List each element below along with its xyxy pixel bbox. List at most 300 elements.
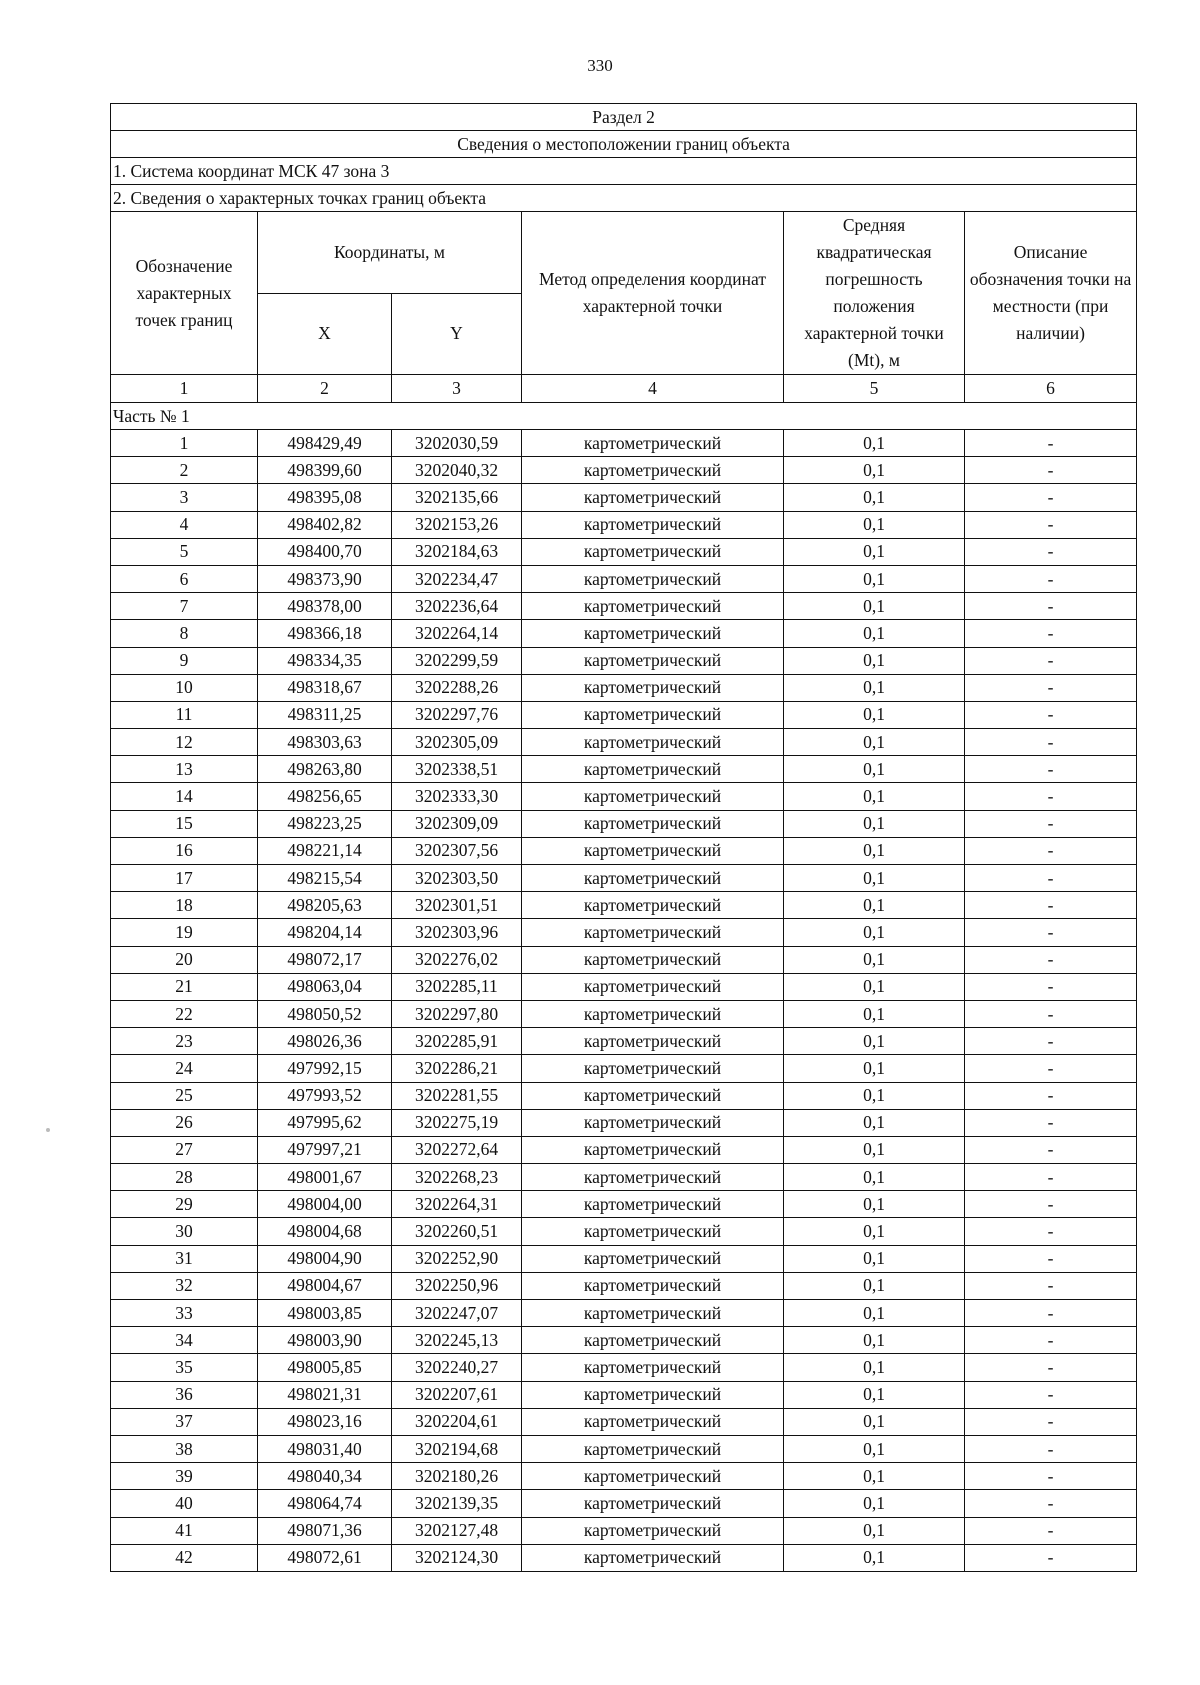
coord-x: 498072,17: [258, 946, 392, 973]
point-description: -: [965, 1300, 1137, 1327]
coord-y: 3202305,09: [392, 729, 522, 756]
coord-x: 498221,14: [258, 837, 392, 864]
error-mt: 0,1: [784, 538, 965, 565]
point-description: -: [965, 1463, 1137, 1490]
point-description: -: [965, 756, 1137, 783]
table-row: [111, 892, 1137, 919]
coord-y: 3202180,26: [392, 1463, 522, 1490]
coord-y: 3202139,35: [392, 1490, 522, 1517]
point-designation: 6: [111, 565, 258, 592]
point-description: -: [965, 1327, 1137, 1354]
point-designation: 13: [111, 756, 258, 783]
table-row: [111, 1082, 1137, 1109]
section-title: Раздел 2: [111, 104, 1137, 131]
error-mt: 0,1: [784, 1544, 965, 1571]
point-designation: 10: [111, 674, 258, 701]
coord-y: 3202240,27: [392, 1354, 522, 1381]
coord-y: 3202286,21: [392, 1055, 522, 1082]
error-mt: 0,1: [784, 1490, 965, 1517]
point-designation: 14: [111, 783, 258, 810]
coord-x: 498429,49: [258, 430, 392, 457]
points-rows: [111, 430, 1137, 1572]
error-mt: 0,1: [784, 511, 965, 538]
point-description: -: [965, 919, 1137, 946]
coord-x: 498001,67: [258, 1164, 392, 1191]
method: картометрический: [522, 1055, 784, 1082]
column-number: 4: [522, 375, 784, 403]
point-description: -: [965, 1191, 1137, 1218]
method: картометрический: [522, 430, 784, 457]
error-mt: 0,1: [784, 430, 965, 457]
point-description: -: [965, 1435, 1137, 1462]
method: картометрический: [522, 1191, 784, 1218]
table-row: [111, 1517, 1137, 1544]
coord-x: 498399,60: [258, 457, 392, 484]
point-description: -: [965, 538, 1137, 565]
point-designation: 17: [111, 865, 258, 892]
coord-y: 3202297,76: [392, 701, 522, 728]
error-mt: 0,1: [784, 674, 965, 701]
method: картометрический: [522, 1136, 784, 1163]
point-description: -: [965, 1218, 1137, 1245]
method: картометрический: [522, 538, 784, 565]
point-designation: 12: [111, 729, 258, 756]
coord-y: 3202303,50: [392, 865, 522, 892]
method: картометрический: [522, 1435, 784, 1462]
error-mt: 0,1: [784, 729, 965, 756]
coord-y: 3202260,51: [392, 1218, 522, 1245]
point-description: -: [965, 1354, 1137, 1381]
point-description: -: [965, 946, 1137, 973]
header-designation: Обозначение характерных точек границ: [111, 212, 258, 375]
table-row: [111, 1245, 1137, 1272]
method: картометрический: [522, 565, 784, 592]
method: картометрический: [522, 1490, 784, 1517]
error-mt: 0,1: [784, 647, 965, 674]
point-designation: 19: [111, 919, 258, 946]
coord-x: 498400,70: [258, 538, 392, 565]
coord-x: 498026,36: [258, 1028, 392, 1055]
error-mt: 0,1: [784, 1408, 965, 1435]
table-row: [111, 1435, 1137, 1462]
point-designation: 8: [111, 620, 258, 647]
coord-x: 498063,04: [258, 973, 392, 1000]
method: картометрический: [522, 484, 784, 511]
table-row: [111, 457, 1137, 484]
page-number: 330: [587, 56, 613, 75]
point-designation: 23: [111, 1028, 258, 1055]
coord-x: 498373,90: [258, 565, 392, 592]
coord-y: 3202127,48: [392, 1517, 522, 1544]
table-row: [111, 783, 1137, 810]
coord-x: 497995,62: [258, 1109, 392, 1136]
coord-x: 498395,08: [258, 484, 392, 511]
point-designation: 15: [111, 810, 258, 837]
error-mt: 0,1: [784, 1517, 965, 1544]
coord-y: 3202307,56: [392, 837, 522, 864]
coord-y: 3202276,02: [392, 946, 522, 973]
points-heading: 2. Сведения о характерных точках границ объекта: [111, 185, 1137, 212]
error-mt: 0,1: [784, 1136, 965, 1163]
method: картометрический: [522, 837, 784, 864]
error-mt: 0,1: [784, 701, 965, 728]
error-mt: 0,1: [784, 756, 965, 783]
method: картометрический: [522, 647, 784, 674]
point-designation: 26: [111, 1109, 258, 1136]
method: картометрический: [522, 1000, 784, 1027]
point-designation: 5: [111, 538, 258, 565]
coord-x: 498256,65: [258, 783, 392, 810]
column-number: 6: [965, 375, 1137, 403]
point-designation: 29: [111, 1191, 258, 1218]
coord-x: 498318,67: [258, 674, 392, 701]
coord-x: 497997,21: [258, 1136, 392, 1163]
point-designation: 4: [111, 511, 258, 538]
error-mt: 0,1: [784, 946, 965, 973]
coord-y: 3202297,80: [392, 1000, 522, 1027]
table-row: [111, 674, 1137, 701]
point-designation: 24: [111, 1055, 258, 1082]
coord-y: 3202040,32: [392, 457, 522, 484]
coord-x: 498215,54: [258, 865, 392, 892]
coord-y: 3202299,59: [392, 647, 522, 674]
table-row: [111, 729, 1137, 756]
method: картометрический: [522, 1354, 784, 1381]
point-description: -: [965, 1082, 1137, 1109]
boundary-points-table: [110, 103, 1137, 1572]
point-designation: 42: [111, 1544, 258, 1571]
table-row: [111, 1000, 1137, 1027]
point-designation: 33: [111, 1300, 258, 1327]
coord-x: 498003,90: [258, 1327, 392, 1354]
point-description: -: [965, 1055, 1137, 1082]
point-description: -: [965, 810, 1137, 837]
table-row: [111, 593, 1137, 620]
coord-x: 498366,18: [258, 620, 392, 647]
coord-x: 498031,40: [258, 1435, 392, 1462]
point-designation: 35: [111, 1354, 258, 1381]
point-designation: 32: [111, 1272, 258, 1299]
error-mt: 0,1: [784, 783, 965, 810]
method: картометрический: [522, 946, 784, 973]
point-description: -: [965, 1517, 1137, 1544]
error-mt: 0,1: [784, 1109, 965, 1136]
coord-y: 3202285,11: [392, 973, 522, 1000]
part-label: Часть № 1: [111, 403, 1137, 430]
point-description: -: [965, 511, 1137, 538]
column-number: 5: [784, 375, 965, 403]
coord-x: 497993,52: [258, 1082, 392, 1109]
point-designation: 21: [111, 973, 258, 1000]
coord-y: 3202264,31: [392, 1191, 522, 1218]
error-mt: 0,1: [784, 1245, 965, 1272]
error-mt: 0,1: [784, 565, 965, 592]
table-row: [111, 701, 1137, 728]
coord-y: 3202245,13: [392, 1327, 522, 1354]
table-row: [111, 620, 1137, 647]
coord-x: 498064,74: [258, 1490, 392, 1517]
method: картометрический: [522, 511, 784, 538]
coord-y: 3202030,59: [392, 430, 522, 457]
point-description: -: [965, 837, 1137, 864]
point-description: -: [965, 620, 1137, 647]
method: картометрический: [522, 865, 784, 892]
error-mt: 0,1: [784, 1272, 965, 1299]
error-mt: 0,1: [784, 1435, 965, 1462]
error-mt: 0,1: [784, 1354, 965, 1381]
coord-x: 498204,14: [258, 919, 392, 946]
point-description: -: [965, 1272, 1137, 1299]
coord-y: 3202309,09: [392, 810, 522, 837]
coord-y: 3202268,23: [392, 1164, 522, 1191]
coord-y: 3202285,91: [392, 1028, 522, 1055]
error-mt: 0,1: [784, 1218, 965, 1245]
coord-y: 3202194,68: [392, 1435, 522, 1462]
coord-y: 3202275,19: [392, 1109, 522, 1136]
point-description: -: [965, 892, 1137, 919]
coord-x: 498311,25: [258, 701, 392, 728]
header-coordinates: Координаты, м: [258, 212, 522, 294]
coord-y: 3202207,61: [392, 1381, 522, 1408]
table-row: [111, 565, 1137, 592]
method: картометрический: [522, 1272, 784, 1299]
method: картометрический: [522, 1327, 784, 1354]
coord-y: 3202234,47: [392, 565, 522, 592]
coord-x: 498378,00: [258, 593, 392, 620]
column-number: 2: [258, 375, 392, 403]
method: картометрический: [522, 729, 784, 756]
error-mt: 0,1: [784, 973, 965, 1000]
table-row: [111, 1463, 1137, 1490]
table-row: [111, 1055, 1137, 1082]
coord-x: 498334,35: [258, 647, 392, 674]
point-description: -: [965, 1028, 1137, 1055]
point-designation: 41: [111, 1517, 258, 1544]
table-row: [111, 865, 1137, 892]
coord-x: 498004,00: [258, 1191, 392, 1218]
table-row: [111, 973, 1137, 1000]
method: картометрический: [522, 892, 784, 919]
coord-y: 3202264,14: [392, 620, 522, 647]
error-mt: 0,1: [784, 1055, 965, 1082]
point-designation: 20: [111, 946, 258, 973]
table-row: [111, 430, 1137, 457]
method: картометрический: [522, 620, 784, 647]
error-mt: 0,1: [784, 1028, 965, 1055]
coord-x: 498023,16: [258, 1408, 392, 1435]
point-description: -: [965, 1408, 1137, 1435]
scan-speck: [46, 1128, 50, 1132]
method: картометрический: [522, 1109, 784, 1136]
point-designation: 18: [111, 892, 258, 919]
method: картометрический: [522, 674, 784, 701]
header-method: Метод определения координат характерной точки: [522, 212, 784, 375]
point-description: -: [965, 457, 1137, 484]
table-row: [111, 810, 1137, 837]
error-mt: 0,1: [784, 1381, 965, 1408]
method: картометрический: [522, 1381, 784, 1408]
point-designation: 28: [111, 1164, 258, 1191]
point-description: -: [965, 729, 1137, 756]
coord-y: 3202236,64: [392, 593, 522, 620]
point-description: -: [965, 565, 1137, 592]
point-description: -: [965, 1544, 1137, 1571]
method: картометрический: [522, 810, 784, 837]
header-x: X: [258, 293, 392, 375]
table-row: [111, 837, 1137, 864]
coord-y: 3202247,07: [392, 1300, 522, 1327]
method: картометрический: [522, 1544, 784, 1571]
coord-y: 3202301,51: [392, 892, 522, 919]
coord-y: 3202333,30: [392, 783, 522, 810]
table-row: [111, 1218, 1137, 1245]
error-mt: 0,1: [784, 1327, 965, 1354]
error-mt: 0,1: [784, 1191, 965, 1218]
point-designation: 7: [111, 593, 258, 620]
coord-x: 498004,68: [258, 1218, 392, 1245]
coord-y: 3202135,66: [392, 484, 522, 511]
coord-x: 498263,80: [258, 756, 392, 783]
coord-y: 3202204,61: [392, 1408, 522, 1435]
error-mt: 0,1: [784, 810, 965, 837]
point-designation: 40: [111, 1490, 258, 1517]
error-mt: 0,1: [784, 593, 965, 620]
coord-x: 498050,52: [258, 1000, 392, 1027]
error-mt: 0,1: [784, 1164, 965, 1191]
point-description: -: [965, 484, 1137, 511]
error-mt: 0,1: [784, 1463, 965, 1490]
point-description: -: [965, 1000, 1137, 1027]
coord-x: 498005,85: [258, 1354, 392, 1381]
coord-y: 3202252,90: [392, 1245, 522, 1272]
table-row: [111, 511, 1137, 538]
point-designation: 9: [111, 647, 258, 674]
method: картометрический: [522, 1164, 784, 1191]
point-designation: 2: [111, 457, 258, 484]
method: картометрический: [522, 756, 784, 783]
table-row: [111, 484, 1137, 511]
method: картометрический: [522, 1300, 784, 1327]
coord-x: 498003,85: [258, 1300, 392, 1327]
coord-x: 498072,61: [258, 1544, 392, 1571]
table-row: [111, 1164, 1137, 1191]
table-row: [111, 756, 1137, 783]
table-row: [111, 1109, 1137, 1136]
error-mt: 0,1: [784, 837, 965, 864]
point-designation: 37: [111, 1408, 258, 1435]
point-description: -: [965, 701, 1137, 728]
method: картометрический: [522, 1517, 784, 1544]
point-description: -: [965, 593, 1137, 620]
coord-x: 498303,63: [258, 729, 392, 756]
point-designation: 39: [111, 1463, 258, 1490]
header-description: Описание обозначения точки на местности (при наличии): [965, 212, 1137, 375]
table-row: [111, 1408, 1137, 1435]
point-description: -: [965, 1136, 1137, 1163]
method: картометрический: [522, 919, 784, 946]
table-row: [111, 1327, 1137, 1354]
point-description: -: [965, 430, 1137, 457]
error-mt: 0,1: [784, 1000, 965, 1027]
point-description: -: [965, 865, 1137, 892]
error-mt: 0,1: [784, 457, 965, 484]
method: картометрический: [522, 973, 784, 1000]
point-designation: 16: [111, 837, 258, 864]
point-description: -: [965, 1109, 1137, 1136]
column-number: 3: [392, 375, 522, 403]
method: картометрический: [522, 1218, 784, 1245]
method: картометрический: [522, 783, 784, 810]
point-designation: 11: [111, 701, 258, 728]
table-row: [111, 1028, 1137, 1055]
method: картометрический: [522, 1408, 784, 1435]
coord-x: 498021,31: [258, 1381, 392, 1408]
coordinate-system: 1. Система координат МСК 47 зона 3: [111, 158, 1137, 185]
coord-y: 3202250,96: [392, 1272, 522, 1299]
coord-x: 498004,67: [258, 1272, 392, 1299]
table-row: [111, 647, 1137, 674]
point-description: -: [965, 783, 1137, 810]
method: картометрический: [522, 701, 784, 728]
coord-y: 3202338,51: [392, 756, 522, 783]
point-description: -: [965, 1245, 1137, 1272]
point-designation: 25: [111, 1082, 258, 1109]
method: картометрический: [522, 1028, 784, 1055]
coord-x: 497992,15: [258, 1055, 392, 1082]
error-mt: 0,1: [784, 865, 965, 892]
table-row: [111, 919, 1137, 946]
coord-y: 3202184,63: [392, 538, 522, 565]
table-row: [111, 946, 1137, 973]
point-description: -: [965, 1381, 1137, 1408]
table-row: [111, 1191, 1137, 1218]
table-row: [111, 1544, 1137, 1571]
coord-y: 3202124,30: [392, 1544, 522, 1571]
point-description: -: [965, 674, 1137, 701]
coord-y: 3202272,64: [392, 1136, 522, 1163]
error-mt: 0,1: [784, 892, 965, 919]
table-row: [111, 538, 1137, 565]
point-designation: 34: [111, 1327, 258, 1354]
table-row: [111, 1272, 1137, 1299]
point-description: -: [965, 647, 1137, 674]
error-mt: 0,1: [784, 1300, 965, 1327]
method: картометрический: [522, 457, 784, 484]
coord-y: 3202303,96: [392, 919, 522, 946]
coord-x: 498223,25: [258, 810, 392, 837]
method: картометрический: [522, 1082, 784, 1109]
error-mt: 0,1: [784, 1082, 965, 1109]
point-designation: 38: [111, 1435, 258, 1462]
point-designation: 36: [111, 1381, 258, 1408]
coord-x: 498040,34: [258, 1463, 392, 1490]
point-designation: 27: [111, 1136, 258, 1163]
error-mt: 0,1: [784, 919, 965, 946]
section-subtitle: Сведения о местоположении границ объекта: [111, 131, 1137, 158]
coord-x: 498071,36: [258, 1517, 392, 1544]
point-designation: 1: [111, 430, 258, 457]
point-designation: 31: [111, 1245, 258, 1272]
method: картометрический: [522, 593, 784, 620]
table-row: [111, 1354, 1137, 1381]
error-mt: 0,1: [784, 484, 965, 511]
header-y: Y: [392, 293, 522, 375]
point-description: -: [965, 1164, 1137, 1191]
method: картометрический: [522, 1245, 784, 1272]
coord-y: 3202281,55: [392, 1082, 522, 1109]
coord-x: 498004,90: [258, 1245, 392, 1272]
coord-y: 3202288,26: [392, 674, 522, 701]
